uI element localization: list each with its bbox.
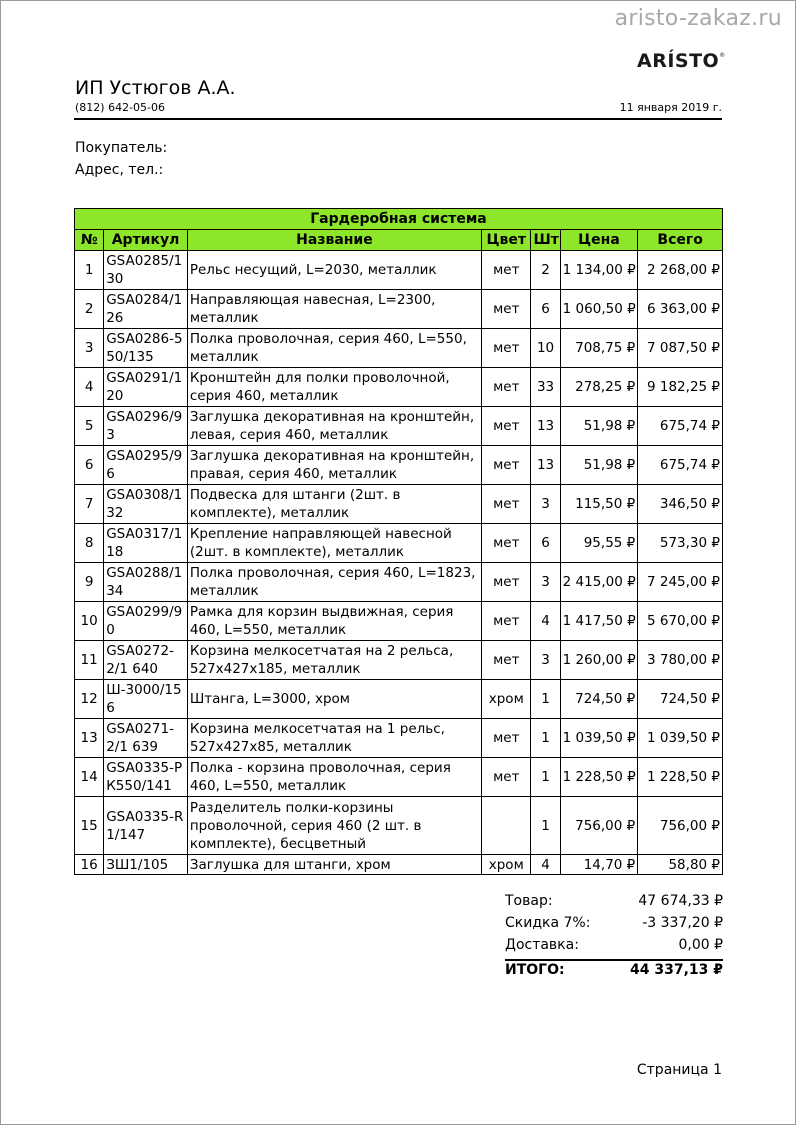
table-row bbox=[75, 797, 723, 855]
row-total: 6 363,00 ₽ bbox=[638, 290, 723, 329]
totals-grand bbox=[505, 962, 723, 982]
row-sku: GSA0271-2/1 639 bbox=[104, 719, 188, 758]
delivery-value: 0,00 ₽ bbox=[678, 937, 723, 953]
row-number: 7 bbox=[75, 485, 104, 524]
col-header-price: Цена bbox=[560, 230, 638, 251]
row-color: хром bbox=[482, 680, 531, 719]
row-sku: GSA0291/120 bbox=[104, 368, 188, 407]
col-header-total: Всего bbox=[638, 230, 723, 251]
row-number: 12 bbox=[75, 680, 104, 719]
row-total: 9 182,25 ₽ bbox=[638, 368, 723, 407]
row-total: 675,74 ₽ bbox=[638, 407, 723, 446]
table-row bbox=[75, 855, 723, 875]
row-number: 3 bbox=[75, 329, 104, 368]
row-color: мет bbox=[482, 719, 531, 758]
row-name: Рамка для корзин выдвижная, серия 460, L=550, металлик bbox=[187, 602, 481, 641]
col-header-number: № bbox=[75, 230, 104, 251]
row-total: 58,80 ₽ bbox=[638, 855, 723, 875]
col-header-qty: Шт bbox=[531, 230, 560, 251]
table-row bbox=[75, 446, 723, 485]
table-row bbox=[75, 758, 723, 797]
row-number: 6 bbox=[75, 446, 104, 485]
table-row bbox=[75, 329, 723, 368]
row-number: 5 bbox=[75, 407, 104, 446]
grand-total-label: ИТОГО: bbox=[505, 962, 565, 978]
row-color: мет bbox=[482, 446, 531, 485]
row-color: мет bbox=[482, 407, 531, 446]
row-qty: 1 bbox=[531, 719, 560, 758]
row-color: мет bbox=[482, 563, 531, 602]
row-qty: 1 bbox=[531, 680, 560, 719]
row-total: 573,30 ₽ bbox=[638, 524, 723, 563]
grand-total-value: 44 337,13 ₽ bbox=[630, 962, 723, 978]
col-header-color: Цвет bbox=[482, 230, 531, 251]
row-name: Крепление направляющей навесной (2шт. в комплекте), металлик bbox=[187, 524, 481, 563]
row-color: мет bbox=[482, 251, 531, 290]
site-watermark: aristo-zakaz.ru bbox=[614, 6, 782, 31]
table-row bbox=[75, 719, 723, 758]
row-number: 1 bbox=[75, 251, 104, 290]
row-total: 724,50 ₽ bbox=[638, 680, 723, 719]
company-name: ИП Устюгов А.А. bbox=[75, 77, 236, 99]
row-total: 3 780,00 ₽ bbox=[638, 641, 723, 680]
row-color: мет bbox=[482, 368, 531, 407]
totals-discount bbox=[505, 915, 723, 937]
row-name: Направляющая навесная, L=2300, металлик bbox=[187, 290, 481, 329]
col-header-name: Название bbox=[187, 230, 481, 251]
row-name: Заглушка декоративная на кронштейн, правая, серия 460, металлик bbox=[187, 446, 481, 485]
logo-mark: ® bbox=[719, 52, 726, 59]
row-number: 4 bbox=[75, 368, 104, 407]
row-name: Полка проволочная, серия 460, L=550, металлик bbox=[187, 329, 481, 368]
row-price: 724,50 ₽ bbox=[560, 680, 638, 719]
row-name: Штанга, L=3000, хром bbox=[187, 680, 481, 719]
row-qty: 6 bbox=[531, 524, 560, 563]
row-total: 346,50 ₽ bbox=[638, 485, 723, 524]
row-qty: 3 bbox=[531, 563, 560, 602]
row-total: 2 268,00 ₽ bbox=[638, 251, 723, 290]
table-row bbox=[75, 251, 723, 290]
row-sku: GSA0288/134 bbox=[104, 563, 188, 602]
row-qty: 3 bbox=[531, 485, 560, 524]
row-sku: ЗШ1/105 bbox=[104, 855, 188, 875]
discount-label: Скидка 7%: bbox=[505, 915, 591, 931]
row-price: 95,55 ₽ bbox=[560, 524, 638, 563]
row-qty: 10 bbox=[531, 329, 560, 368]
row-number: 15 bbox=[75, 797, 104, 855]
items-table bbox=[74, 208, 723, 875]
row-price: 51,98 ₽ bbox=[560, 446, 638, 485]
row-name: Корзина мелкосетчатая на 2 рельса, 527х427х185, металлик bbox=[187, 641, 481, 680]
company-phone: (812) 642-05-06 bbox=[75, 101, 166, 114]
table-row bbox=[75, 407, 723, 446]
header-divider bbox=[74, 118, 722, 120]
row-qty: 1 bbox=[531, 758, 560, 797]
row-qty: 13 bbox=[531, 446, 560, 485]
totals-divider bbox=[505, 959, 723, 961]
row-sku: GSA0284/126 bbox=[104, 290, 188, 329]
row-color: мет bbox=[482, 329, 531, 368]
row-total: 7 245,00 ₽ bbox=[638, 563, 723, 602]
row-total: 1 039,50 ₽ bbox=[638, 719, 723, 758]
row-price: 708,75 ₽ bbox=[560, 329, 638, 368]
row-price: 1 228,50 ₽ bbox=[560, 758, 638, 797]
row-color: мет bbox=[482, 290, 531, 329]
row-name: Полка проволочная, серия 460, L=1823, металлик bbox=[187, 563, 481, 602]
row-sku: GSA0335-РК550/141 bbox=[104, 758, 188, 797]
row-price: 14,70 ₽ bbox=[560, 855, 638, 875]
row-qty: 4 bbox=[531, 602, 560, 641]
row-sku: Ш-3000/156 bbox=[104, 680, 188, 719]
row-number: 16 bbox=[75, 855, 104, 875]
row-sku: GSA0272-2/1 640 bbox=[104, 641, 188, 680]
row-number: 2 bbox=[75, 290, 104, 329]
table-row bbox=[75, 524, 723, 563]
row-color: хром bbox=[482, 855, 531, 875]
row-number: 10 bbox=[75, 602, 104, 641]
row-price: 756,00 ₽ bbox=[560, 797, 638, 855]
row-sku: GSA0308/132 bbox=[104, 485, 188, 524]
row-name: Подвеска для штанги (2шт. в комплекте), металлик bbox=[187, 485, 481, 524]
table-row bbox=[75, 368, 723, 407]
row-qty: 4 bbox=[531, 855, 560, 875]
row-price: 1 134,00 ₽ bbox=[560, 251, 638, 290]
row-sku: GSA0285/130 bbox=[104, 251, 188, 290]
row-qty: 13 bbox=[531, 407, 560, 446]
section-title: Гардеробная система bbox=[75, 209, 723, 230]
row-price: 278,25 ₽ bbox=[560, 368, 638, 407]
table-row bbox=[75, 641, 723, 680]
row-number: 9 bbox=[75, 563, 104, 602]
row-name: Заглушка для штанги, хром bbox=[187, 855, 481, 875]
row-total: 756,00 ₽ bbox=[638, 797, 723, 855]
delivery-label: Доставка: bbox=[505, 937, 579, 953]
row-color bbox=[482, 797, 531, 855]
row-sku: GSA0295/96 bbox=[104, 446, 188, 485]
row-name: Заглушка декоративная на кронштейн, левая, серия 460, металлик bbox=[187, 407, 481, 446]
goods-label: Товар: bbox=[505, 893, 553, 909]
row-sku: GSA0299/90 bbox=[104, 602, 188, 641]
table-row bbox=[75, 290, 723, 329]
row-total: 7 087,50 ₽ bbox=[638, 329, 723, 368]
row-color: мет bbox=[482, 641, 531, 680]
totals-goods bbox=[505, 893, 723, 915]
row-name: Корзина мелкосетчатая на 1 рельс, 527х427х85, металлик bbox=[187, 719, 481, 758]
row-total: 675,74 ₽ bbox=[638, 446, 723, 485]
totals-block bbox=[505, 893, 723, 959]
row-qty: 6 bbox=[531, 290, 560, 329]
row-total: 5 670,00 ₽ bbox=[638, 602, 723, 641]
row-name: Полка - корзина проволочная, серия 460, L=550, металлик bbox=[187, 758, 481, 797]
row-qty: 3 bbox=[531, 641, 560, 680]
table-header bbox=[75, 230, 723, 251]
row-sku: GSA0296/93 bbox=[104, 407, 188, 446]
col-header-sku: Артикул bbox=[104, 230, 188, 251]
address-label: Адрес, тел.: bbox=[75, 162, 164, 178]
row-name: Рельс несущий, L=2030, металлик bbox=[187, 251, 481, 290]
row-color: мет bbox=[482, 602, 531, 641]
row-price: 2 415,00 ₽ bbox=[560, 563, 638, 602]
row-total: 1 228,50 ₽ bbox=[638, 758, 723, 797]
row-name: Разделитель полки-корзины проволочной, серия 460 (2 шт. в комплекте), бесцветный bbox=[187, 797, 481, 855]
row-number: 11 bbox=[75, 641, 104, 680]
row-sku: GSA0286-550/135 bbox=[104, 329, 188, 368]
document-date: 11 января 2019 г. bbox=[619, 101, 722, 114]
row-price: 1 039,50 ₽ bbox=[560, 719, 638, 758]
logo-text: ARÍSTO bbox=[637, 50, 720, 72]
discount-value: -3 337,20 ₽ bbox=[642, 915, 723, 931]
row-qty: 2 bbox=[531, 251, 560, 290]
row-number: 14 bbox=[75, 758, 104, 797]
row-price: 1 260,00 ₽ bbox=[560, 641, 638, 680]
row-price: 1 060,50 ₽ bbox=[560, 290, 638, 329]
row-sku: GSA0317/118 bbox=[104, 524, 188, 563]
row-price: 115,50 ₽ bbox=[560, 485, 638, 524]
row-color: мет bbox=[482, 524, 531, 563]
row-number: 13 bbox=[75, 719, 104, 758]
table-row bbox=[75, 485, 723, 524]
totals-delivery bbox=[505, 937, 723, 959]
row-qty: 33 bbox=[531, 368, 560, 407]
row-sku: GSA0335-R1/147 bbox=[104, 797, 188, 855]
row-name: Кронштейн для полки проволочной, серия 460, металлик bbox=[187, 368, 481, 407]
row-number: 8 bbox=[75, 524, 104, 563]
goods-value: 47 674,33 ₽ bbox=[638, 893, 723, 909]
row-color: мет bbox=[482, 485, 531, 524]
table-row bbox=[75, 563, 723, 602]
row-price: 1 417,50 ₽ bbox=[560, 602, 638, 641]
row-price: 51,98 ₽ bbox=[560, 407, 638, 446]
table-row bbox=[75, 602, 723, 641]
table-row bbox=[75, 680, 723, 719]
aristo-logo bbox=[637, 50, 726, 72]
row-color: мет bbox=[482, 758, 531, 797]
buyer-label: Покупатель: bbox=[75, 140, 168, 156]
page-number: Страница 1 bbox=[636, 1062, 722, 1078]
row-qty: 1 bbox=[531, 797, 560, 855]
